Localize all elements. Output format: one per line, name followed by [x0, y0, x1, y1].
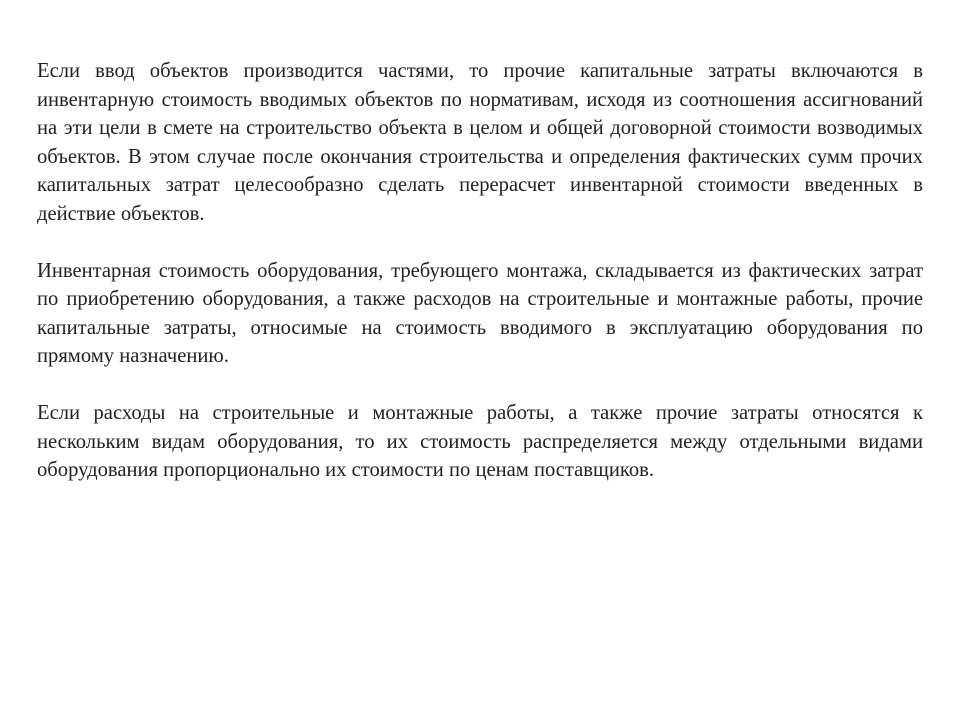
paragraph-equipment-cost: Инвентарная стоимость оборудования, требующего монтажа, складывается из фактических затрат по приобретению оборудования, а также расходов на строительные и монтажные работы, прочие капитальные затраты, относимые на стоимость вводимого в эксплуатацию оборудования по прямому назначению. [37, 259, 923, 368]
paragraph-partial-commissioning: Если ввод объектов производится частями, то прочие капитальные затраты включаются в инвентарную стоимость вводимых объектов по нормативам, исходя из соотношения ассигнований на эти цели в смете на строительство объекта в целом и общей договорной стоимости возводимых объектов. В этом случае после окончания строительства и определения фактических сумм прочих капитальных затрат целесообразно сделать перерасчет инвентарной стоимости введенных в действие объектов. [37, 60, 923, 225]
paragraph-cost-distribution: Если расходы на строительные и монтажные работы, а также прочие затраты относятся к нескольким видам оборудования, то их стоимость распределяется между отдельными видами оборудования пропорционально их стоимости по ценам поставщиков. [37, 401, 923, 482]
